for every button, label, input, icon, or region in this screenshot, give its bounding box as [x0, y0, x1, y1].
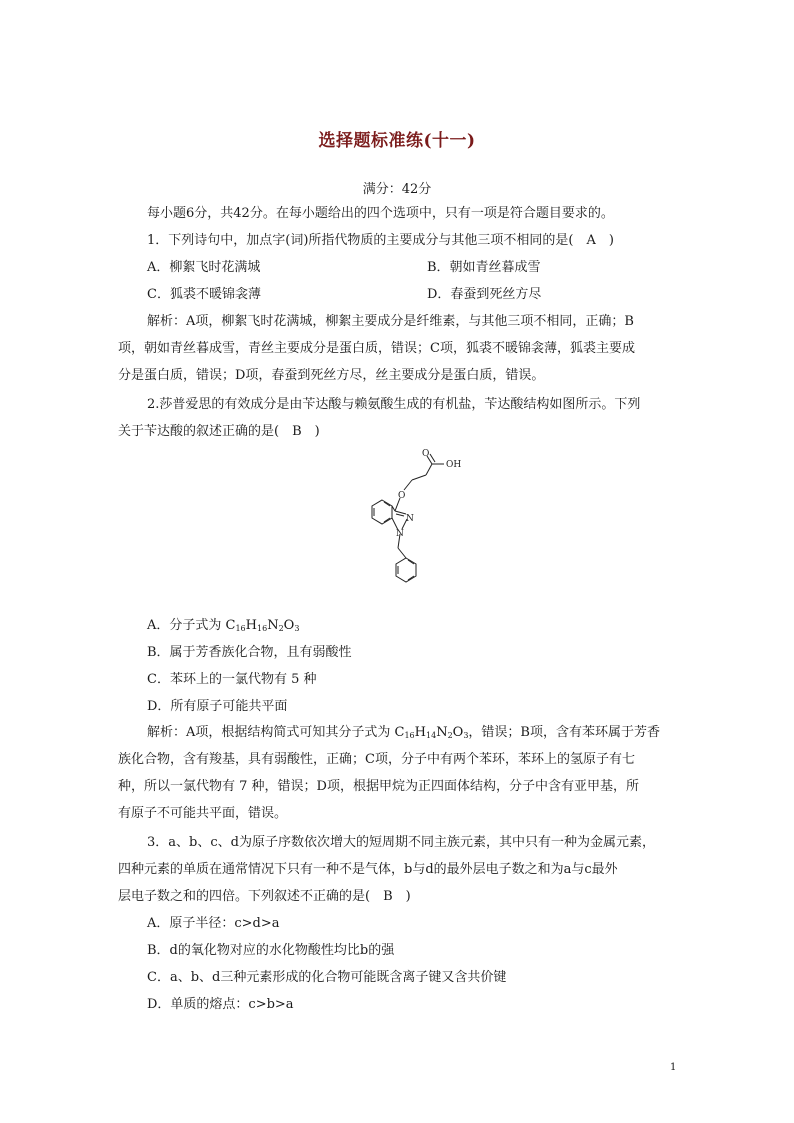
q2-option-b: B．属于芳香族化合物，且有弱酸性 — [147, 645, 352, 660]
q2-option-d: D．所有原子可能共平面 — [147, 699, 288, 714]
q1-option-a: A．柳絮飞时花满城 — [147, 260, 261, 275]
q1-option-d: D．春蚕到死丝方尽 — [427, 287, 542, 302]
q2-stem: 2.莎普爱思的有效成分是由苄达酸与赖氨酸生成的有机盐，苄达酸结构如图所示。下列 — [147, 397, 641, 412]
q2-option-a: A．分子式为 $C_{16}H_{16}N_2O_3$ — [147, 618, 300, 633]
q1-explanation-line: 分是蛋白质，错误；D项，春蚕到死丝方尽，丝主要成分是蛋白质，错误。 — [118, 368, 545, 383]
q3-option-d: D．单质的熔点：c>b>a — [147, 997, 294, 1012]
mol-label-o: O — [398, 491, 406, 501]
q3-option-a: A．原子半径：c>d>a — [147, 916, 280, 931]
q2-explanation-line: 种，所以一氯代物有 7 种，错误；D项，根据甲烷为正四面体结构，分子中含有亚甲基，所 — [118, 779, 639, 794]
q1-stem: 1．下列诗句中，加点字(词)所指代物质的主要成分与其他三项不相同的是( A ) — [147, 233, 614, 248]
mol-label-n: N — [396, 529, 404, 539]
q3-option-c: C．a、b、d三种元素形成的化合物可能既含离子键又含共价键 — [147, 970, 507, 985]
q1-explanation-line: 项，朝如青丝暮成雪，青丝主要成分是蛋白质，错误；C项，狐裘不暖锦衾薄，狐裘主要成 — [118, 341, 635, 356]
q3-stem: 层电子数之和的四倍。下列叙述不正确的是( B ) — [118, 889, 411, 904]
q2-stem: 关于苄达酸的叙述正确的是( B ) — [118, 424, 320, 439]
q2-explanation-line: 有原子不可能共平面，错误。 — [118, 806, 288, 821]
q3-stem: 四种元素的单质在通常情况下只有一种不是气体，b与d的最外层电子数之和为a与c最外 — [118, 862, 618, 877]
q3-stem: 3．a、b、c、d为原子序数依次增大的短周期不同主族元素，其中只有一种为金属元素， — [147, 835, 655, 850]
benzydamine-acid-structure — [340, 448, 490, 608]
instructions: 每小题6分，共42分。在每小题给出的四个选项中，只有一项是符合题目要求的。 — [147, 206, 614, 221]
page-number: 1 — [670, 1062, 677, 1073]
mol-label-oh: OH — [446, 460, 462, 470]
q1-option-c: C．狐裘不暖锦衾薄 — [147, 287, 261, 302]
q2-option-c: C．苯环上的一氯代物有 5 种 — [147, 672, 317, 687]
q1-option-b: B．朝如青丝暮成雪 — [427, 260, 541, 275]
mol-label-o: O — [422, 449, 430, 459]
page-title: 选择题标准练(十一) — [318, 131, 476, 151]
score-line: 满分：42分 — [362, 182, 432, 197]
q3-option-b: B．d的氧化物对应的水化物酸性均比b的强 — [147, 943, 395, 958]
q2-explanation-line: 族化合物，含有羧基，具有弱酸性，正确；C项，分子中有两个苯环，苯环上的氢原子有七 — [118, 752, 635, 767]
q1-explanation-line: 解析：A项，柳絮飞时花满城，柳絮主要成分是纤维素，与其他三项不相同，正确；B — [147, 314, 634, 329]
mol-label-n: N — [406, 514, 414, 524]
q2-explanation-line: 解析：A项，根据结构简式可知其分子式为 $C_{16}H_{14}N_2O_3$，错误；B项，含有苯环属于芳香 — [147, 725, 660, 740]
